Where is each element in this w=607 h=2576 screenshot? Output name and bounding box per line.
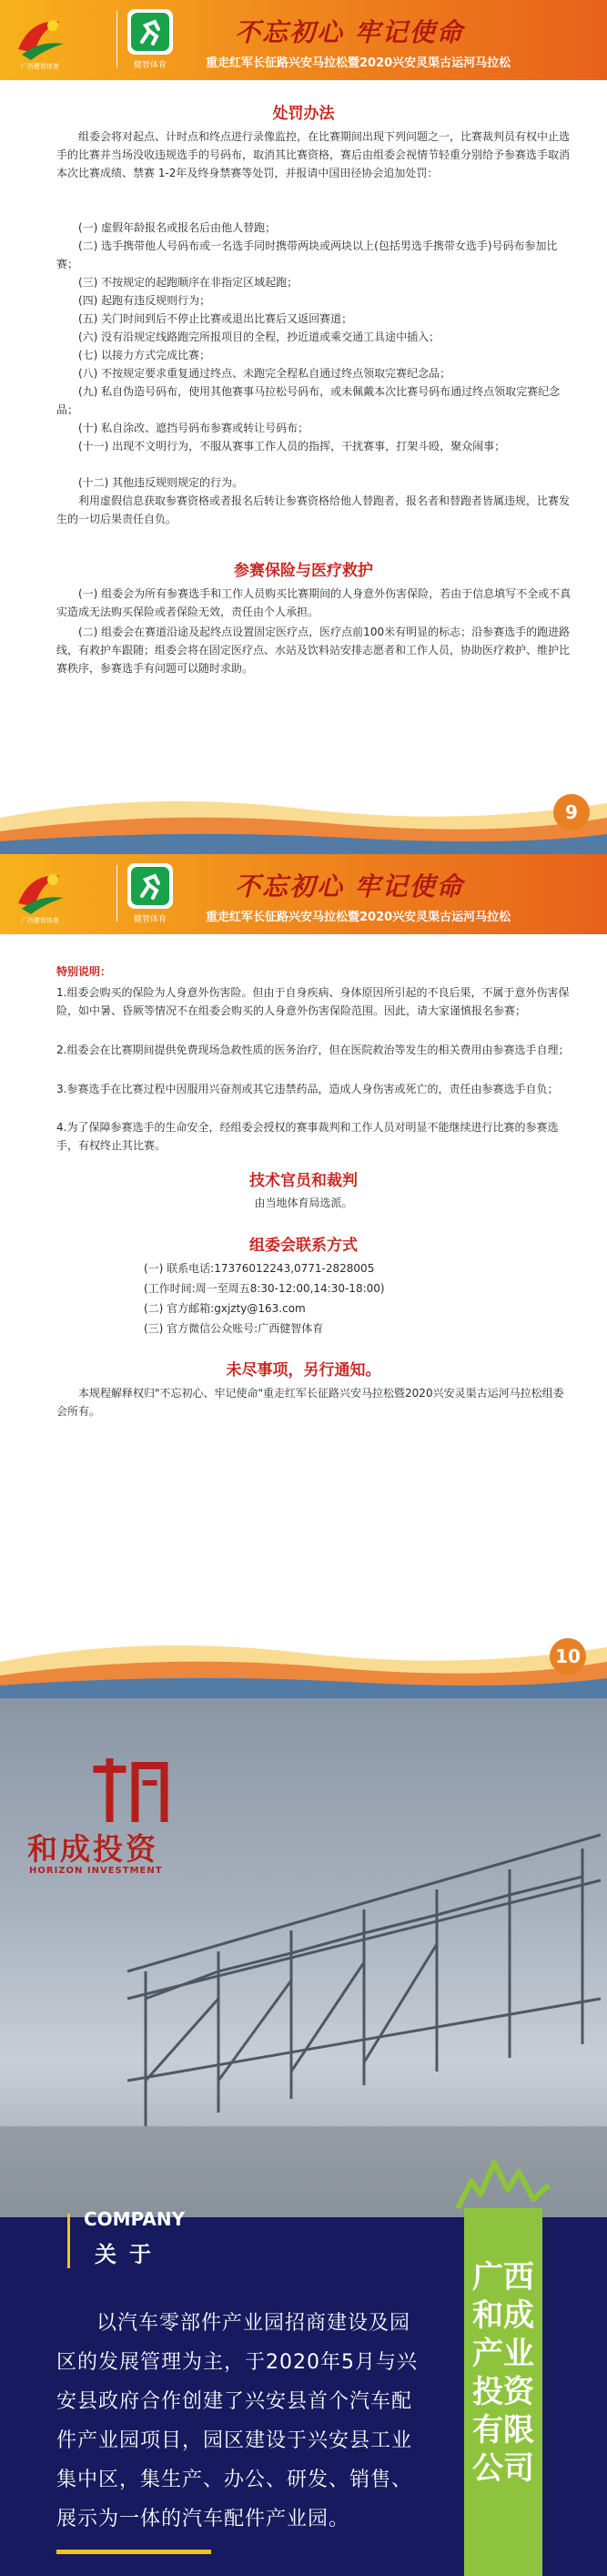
misc-text: 本规程解释权归"不忘初心、牢记使命"重走红军长征路兴安马拉松暨2020兴安灵渠古运河马拉松组委会所有。: [56, 1387, 564, 1418]
penalty-item: (十二) 其他违反规则规定的行为。: [78, 476, 244, 489]
penalty-item: (十) 私自涂改、遮挡号码布参赛或转让号码布；: [78, 422, 309, 434]
contact-title: 组委会联系方式: [249, 1237, 358, 1255]
app-label: 健智体育: [133, 61, 167, 70]
logo-caption: 广西健智体育: [21, 917, 59, 924]
penalty-item: (九) 私自伪造号码布，使用其他赛事马拉松号码布，或未佩戴本次比赛号码布通过终点领取完赛纪念品；: [56, 385, 561, 416]
contact-phone: (一) 联系电话:17376012243,0771-2828005: [144, 1262, 375, 1275]
company-heading-en: COMPANY: [84, 2208, 186, 2230]
penalty-item: (二) 选手携带他人号码布或一名选手同时携带两块或两块以上(包括男选手携带女选手)号码布参加比赛；: [56, 239, 558, 270]
banner-slogan: 不忘初心 牢记使命: [235, 871, 464, 901]
penalty-item: (三) 不按规定的起跑顺序在非指定区域起跑；: [78, 276, 298, 289]
event-logo: [7, 5, 109, 75]
note-item: 1.组委会购买的保险为人身意外伤害险。但由于自身疾病、身体原因所引起的不良后果，不属于意外伤害保险，如中暑、昏厥等情况不在组委会购买的人身意外伤害保险范围。因此，请大家谨慎报名参赛；: [56, 986, 570, 1017]
notes-heading: 特别说明：: [56, 965, 112, 978]
contact-wechat: (三) 官方微信公众账号:广西健智体育: [144, 1322, 324, 1335]
footer-wave: [0, 1625, 607, 1698]
penalty-closing: 利用虚假信息获取参赛资格或者报名后转让参赛资格给他人替跑者，报名者和替跑者皆属违规，比赛发生的一切后果责任自负。: [56, 494, 571, 525]
event-logo-icon: [13, 867, 67, 916]
note-item: 4.为了保障参赛选手的生命安全，经组委会授权的赛事裁判和工作人员对明显不能继续进行比赛的参赛选手，有权终止其比赛。: [56, 1121, 559, 1152]
penalty-item: (十一) 出现不文明行为，不服从赛事工作人员的指挥，干扰赛事，打架斗殴，聚众闹事；: [78, 440, 506, 453]
building-outline-icon: [453, 2153, 553, 2217]
heading-accent-bar: [67, 2214, 70, 2268]
contact-hours: (工作时间:周一至周五8:30-12:00,14:30-18:00): [144, 1282, 385, 1295]
horizon-logo-en: HORIZON INVESTMENT: [29, 1866, 163, 1876]
bottom-accent-bar: [56, 2550, 211, 2554]
penalty-item: (六) 没有沿规定线路跑完所报项目的全程，抄近道或乘交通工具途中插入；: [78, 331, 440, 343]
banner: [0, 0, 607, 80]
horizon-logo-icon: [55, 1758, 214, 1822]
banner-slogan: 不忘初心 牢记使命: [235, 17, 464, 47]
penalty-intro: 组委会将对起点、计时点和终点进行录像监控，在比赛期间出现下列问题之一，比赛裁判员有权中止选手的比赛并当场没收违规选手的号码布，取消其比赛资格，赛后由组委会视情节轻重分别给予参赛选手取消本次比赛成绩、禁赛 1-2年及终身禁赛等处罚，并报请中国田径协会追加处罚：: [56, 130, 571, 179]
page-1: [0, 0, 607, 854]
insurance-title: 参赛保险与医疗救护: [234, 562, 373, 580]
page-number: 9: [553, 794, 590, 830]
insurance-para: (二) 组委会在赛道沿途及起终点设置固定医疗点，医疗点前100米有明显的标志；沿参赛选手的跑进路线，有救护车跟随；组委会将在固定医疗点、水站及饮料站安排志愿者和工作人员，协助医疗救护、维护比赛秩序，参赛选手有问题可以随时求助。: [56, 626, 571, 675]
logo-caption: 广西健智体育: [21, 63, 59, 70]
company-heading-zh: 关于: [95, 2242, 164, 2267]
footer-decoration: [0, 1625, 607, 1698]
officials-text: 由当地体育局选派。: [254, 1196, 353, 1209]
event-logo-icon: [13, 13, 67, 62]
officials-title: 技术官员和裁判: [249, 1172, 358, 1190]
note-item: 2.组委会在比赛期间提供免费现场急救性质的医务治疗，但在医院救治等发生的相关费用由参赛选手自理；: [56, 1044, 570, 1056]
page-number: 10: [550, 1638, 586, 1675]
contact-email: (二) 官方邮箱:gxjzty@163.com: [144, 1302, 306, 1315]
app-icon: [127, 863, 173, 909]
penalty-item: (一) 虚假年龄报名或报名后由他人替跑；: [78, 221, 277, 234]
banner: [0, 854, 607, 934]
note-item: 3.参赛选手在比赛过程中因服用兴奋剂或其它违禁药品，造成人身伤害或死亡的，责任由参赛选手自负；: [56, 1083, 559, 1095]
company-vertical-name: 广西和成产业投资有限公司: [472, 2259, 534, 2487]
runner-icon: [127, 9, 173, 55]
footer-wave: [0, 781, 607, 854]
runner-icon: [127, 863, 173, 909]
banner-divider: [116, 865, 117, 921]
misc-title: 未尽事项，另行通知。: [226, 1361, 381, 1380]
app-label: 健智体育: [133, 915, 167, 924]
insurance-para: (一) 组委会为所有参赛选手和工作人员购买比赛期间的人身意外伤害保险，若由于信息填写不全或不真实造成无法购买保险或者保险无效，责任由个人承担。: [56, 587, 572, 618]
event-logo: [7, 860, 109, 929]
penalty-item: (七) 以接力方式完成比赛；: [78, 349, 211, 361]
banner-subtitle: 重走红军长征路兴安马拉松暨2020兴安灵渠古运河马拉松: [206, 911, 511, 924]
horizon-logo-name: 和成投资: [27, 1831, 158, 1867]
footer-decoration: [0, 781, 607, 854]
banner-divider: [116, 11, 117, 67]
company-description: 以汽车零部件产业园招商建设及园区的发展管理为主，于2020年5月与兴安县政府合作创建了兴安县首个汽车配件产业园项目，园区建设于兴安县工业集中区，集生产、办公、研发、销售、展示为一体的汽车配件产业园。: [56, 2312, 418, 2530]
penalty-item: (四) 起跑有违反规则行为；: [78, 294, 211, 307]
banner-subtitle: 重走红军长征路兴安马拉松暨2020兴安灵渠古运河马拉松: [206, 56, 511, 70]
penalty-title: 处罚办法: [272, 105, 335, 123]
app-icon: [127, 9, 173, 55]
penalty-item: (五) 关门时间到后不停止比赛或退出比赛后又返回赛道；: [78, 312, 353, 325]
page-2: [0, 854, 607, 1698]
company-section: [0, 1698, 607, 2576]
penalty-item: (八) 不按规定要求重复通过终点、未跑完全程私自通过终点领取完赛纪念品；: [78, 367, 451, 380]
